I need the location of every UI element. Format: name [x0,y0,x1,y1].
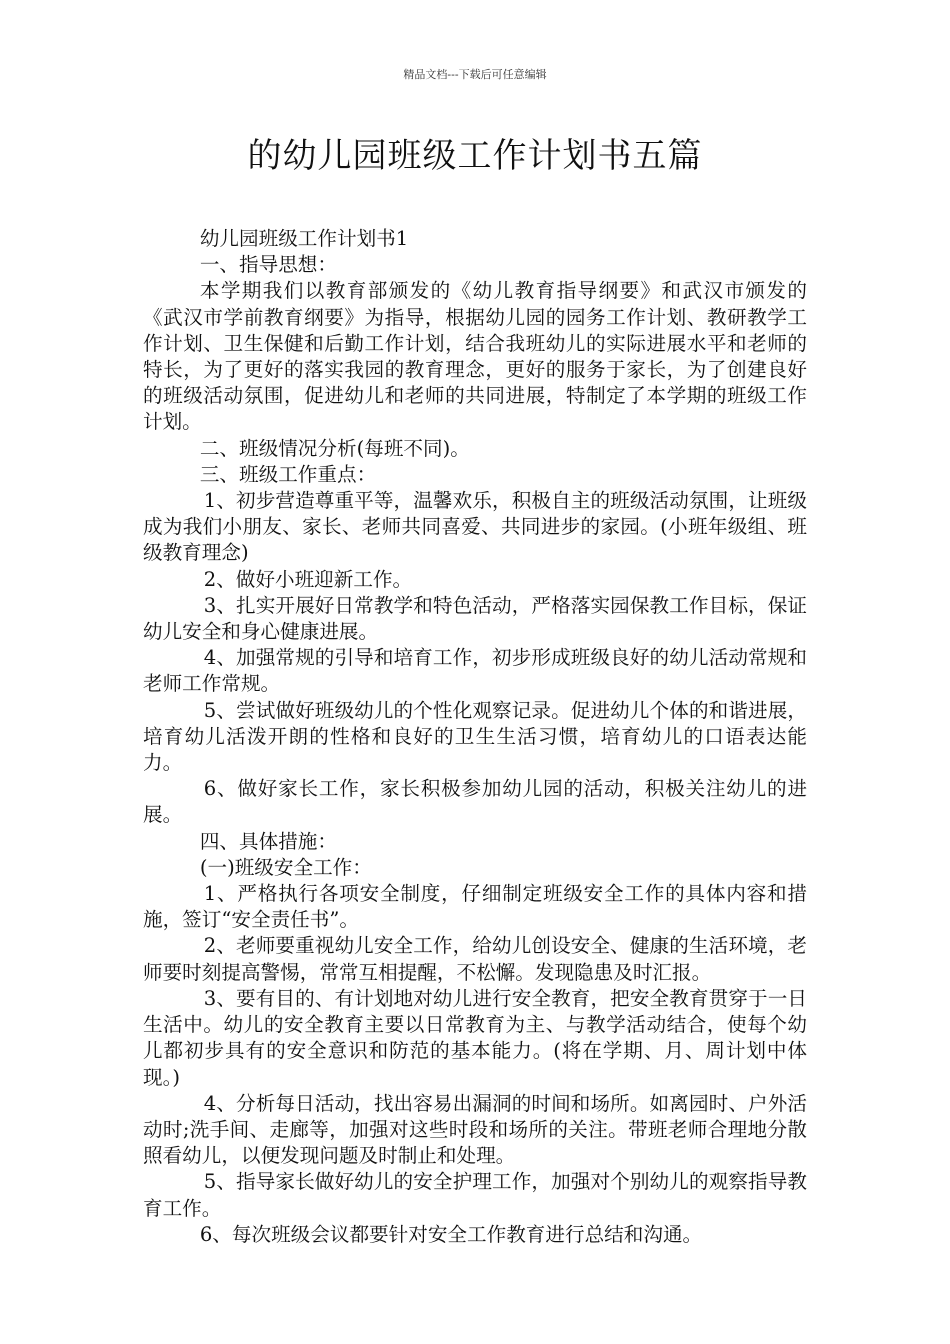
document-title: 的幼儿园班级工作计划书五篇 [247,136,703,176]
list-item: 3、要有目的、有计划地对幼儿进行安全教育，把安全教育贯穿于一日生活中。幼儿的安全教育主要以日常教育为主、与教学活动结合，使每个幼儿都初步具有的安全意识和防范的基本能力。(将在学期、月、周计划中体现。) [143,986,807,1089]
list-item: 4、分析每日活动，找出容易出漏洞的时间和场所。如离园时、户外活动时;洗手间、走廊等，加强对这些时段和场所的关注。带班老师合理地分散照看幼儿，以便发现问题及时制止和处理。 [143,1091,807,1168]
section-heading: 一、指导思想： [199,253,337,277]
section-heading: 三、班级工作重点： [199,462,377,486]
section-heading: 四、具体措施： [199,829,337,853]
list-item: 3、扎实开展好日常教学和特色活动，严格落实园保教工作目标，保证幼儿安全和身心健康进展。 [143,593,807,644]
section-heading: 幼儿园班级工作计划书1 [199,227,409,250]
list-item: 2、老师要重视幼儿安全工作，给幼儿创设安全、健康的生活环境，老师要时刻提高警惕，常常互相提醒，不松懈。发现隐患及时汇报。 [143,934,807,984]
list-item: 5、尝试做好班级幼儿的个性化观察记录。促进幼儿个体的和谐进展，培育幼儿活泼开朗的性格和良好的卫生生活习惯，培育幼儿的口语表达能力。 [143,698,807,775]
list-item: 6、每次班级会议都要针对安全工作教育进行总结和沟通。 [199,1222,703,1246]
list-item: 1、严格执行各项安全制度，仔细制定班级安全工作的具体内容和措施，签订“安全责任书”。 [143,882,807,932]
list-item: 4、加强常规的引导和培育工作，初步形成班级良好的幼儿活动常规和老师工作常规。 [143,646,807,696]
subsection-heading: (一)班级安全工作： [199,855,372,879]
list-item: 6、做好家长工作，家长积极参加幼儿园的活动，积极关注幼儿的进展。 [143,777,807,827]
list-item: 1、初步营造尊重平等，温馨欢乐，积极自主的班级活动氛围，让班级成为我们小朋友、家长、老师共同喜爱、共同进步的家园。(小班年级组、班级教育理念) [143,489,807,565]
document-body [143,226,807,1248]
list-item: 2、做好小班迎新工作。 [203,567,413,591]
section-heading: 二、班级情况分析(每班不同)。 [199,436,470,460]
list-item: 5、指导家长做好幼儿的安全护理工作，加强对个别幼儿的观察指导教育工作。 [143,1170,807,1220]
body-paragraph: 本学期我们以教育部颁发的《幼儿教育指导纲要》和武汉市颁发的《武汉市学前教育纲要》为指导，根据幼儿园的园务工作计划、教研教学工作计划、卫生保健和后勤工作计划，结合我班幼儿的实际进展水平和老师的特长，为了更好的落实我园的教育理念，更好的服务于家长，为了创建良好的班级活动氛围，促进幼儿和老师的共同进展，特制定了本学期的班级工作计划。 [143,279,807,434]
document-header-note: 精品文档---下载后可任意编辑 [403,68,547,81]
